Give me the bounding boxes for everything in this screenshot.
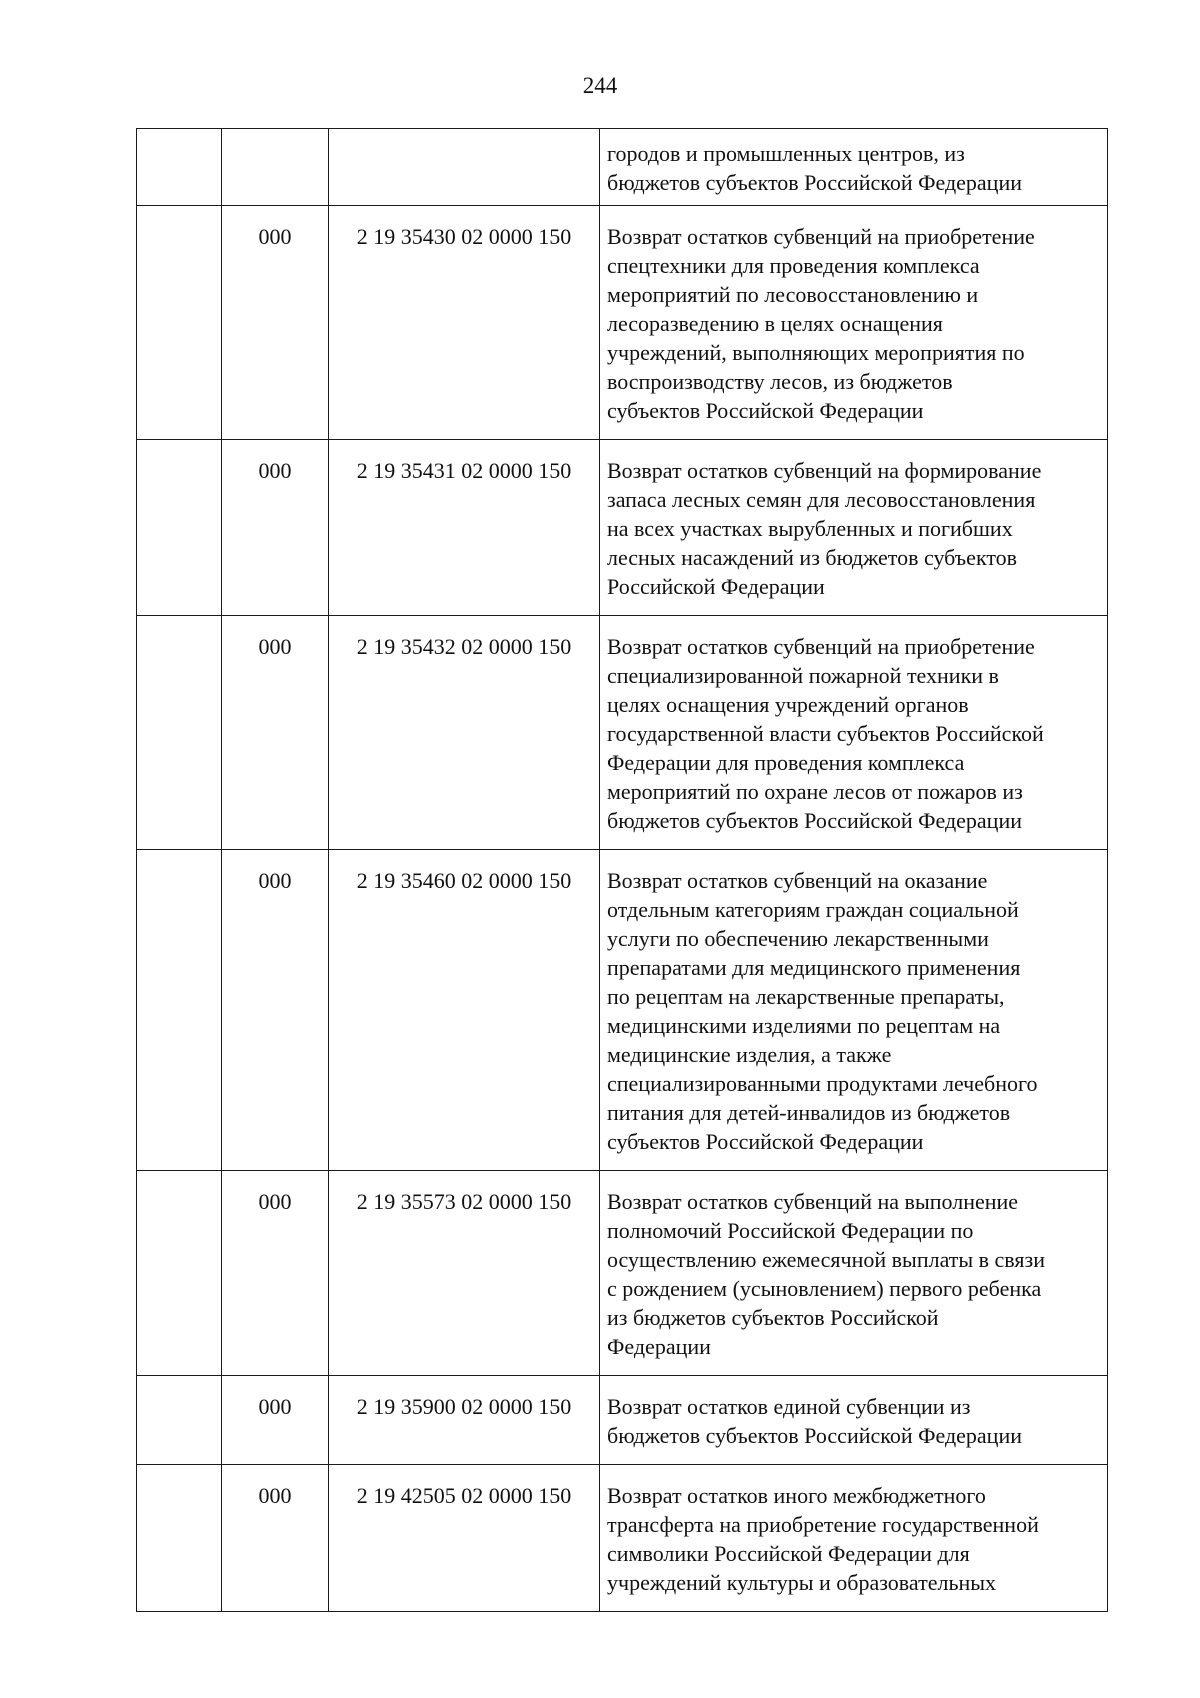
description-cell xyxy=(600,129,1108,206)
table-row xyxy=(137,1465,1108,1612)
description-line: городов и промышленных центров, из xyxy=(607,141,965,166)
description-line: трансферта на приобретение государственной xyxy=(607,1512,1039,1537)
kbk-code-cell: 2 19 42505 02 0000 150 xyxy=(329,1465,600,1612)
table-row xyxy=(137,616,1108,850)
empty-cell xyxy=(137,1376,222,1465)
description-cell xyxy=(600,1465,1108,1612)
budget-codes-table xyxy=(136,128,1108,1612)
description-line: на всех участках вырубленных и погибших xyxy=(607,516,1013,541)
kbk-code-cell: 2 19 35431 02 0000 150 xyxy=(329,440,600,616)
description-line: бюджетов субъектов Российской Федерации xyxy=(607,808,1022,833)
description-line: препаратами для медицинского применения xyxy=(607,955,1021,980)
description-line: государственной власти субъектов Российской xyxy=(607,721,1044,746)
description-line: специализированной пожарной техники в xyxy=(607,663,999,688)
description-line: медицинскими изделиями по рецептам на xyxy=(607,1013,1001,1038)
empty-cell xyxy=(137,1465,222,1612)
description-line: Возврат остатков субвенций на оказание xyxy=(607,868,988,893)
kbk-code-cell: 2 19 35432 02 0000 150 xyxy=(329,616,600,850)
description-line: с рождением (усыновлением) первого ребенка xyxy=(607,1276,1042,1301)
description-cell xyxy=(600,440,1108,616)
description-line: Федерации xyxy=(607,1334,711,1359)
description-line: Возврат остатков субвенций на формирование xyxy=(607,458,1042,483)
description-line: запаса лесных семян для лесовосстановления xyxy=(607,487,1036,512)
admin-code-cell: 000 xyxy=(222,1376,329,1465)
kbk-code-cell xyxy=(329,129,600,206)
description-line: Возврат остатков иного межбюджетного xyxy=(607,1483,986,1508)
description-cell xyxy=(600,616,1108,850)
description-line: из бюджетов субъектов Российской xyxy=(607,1305,939,1330)
description-line: по рецептам на лекарственные препараты, xyxy=(607,984,1005,1009)
empty-cell xyxy=(137,1171,222,1376)
description-cell xyxy=(600,1376,1108,1465)
description-line: символики Российской Федерации для xyxy=(607,1541,970,1566)
empty-cell xyxy=(137,440,222,616)
kbk-code-cell: 2 19 35460 02 0000 150 xyxy=(329,850,600,1171)
description-cell xyxy=(600,1171,1108,1376)
description-line: бюджетов субъектов Российской Федерации xyxy=(607,1423,1022,1448)
empty-cell xyxy=(137,616,222,850)
kbk-code-cell: 2 19 35573 02 0000 150 xyxy=(329,1171,600,1376)
admin-code-cell: 000 xyxy=(222,616,329,850)
table-row xyxy=(137,850,1108,1171)
description-line: Возврат остатков субвенций на выполнение xyxy=(607,1189,1019,1214)
empty-cell xyxy=(137,850,222,1171)
description-cell xyxy=(600,850,1108,1171)
empty-cell xyxy=(137,129,222,206)
description-line: услуги по обеспечению лекарственными xyxy=(607,926,989,951)
admin-code-cell: 000 xyxy=(222,206,329,440)
description-line: спецтехники для проведения комплекса xyxy=(607,253,980,278)
description-line: целях оснащения учреждений органов xyxy=(607,692,969,717)
description-line: учреждений культуры и образовательных xyxy=(607,1570,997,1595)
table-row xyxy=(137,1376,1108,1465)
description-cell xyxy=(600,206,1108,440)
page-number: 244 xyxy=(582,73,618,98)
description-line: бюджетов субъектов Российской Федерации xyxy=(607,170,1022,195)
admin-code-cell: 000 xyxy=(222,1465,329,1612)
admin-code-cell: 000 xyxy=(222,1171,329,1376)
description-line: мероприятий по охране лесов от пожаров из xyxy=(607,779,1023,804)
table-row xyxy=(137,440,1108,616)
description-line: лесоразведению в целях оснащения xyxy=(607,311,943,336)
description-line: Российской Федерации xyxy=(607,574,825,599)
admin-code-cell xyxy=(222,129,329,206)
empty-cell xyxy=(137,206,222,440)
description-line: субъектов Российской Федерации xyxy=(607,398,924,423)
table-row xyxy=(137,129,1108,206)
admin-code-cell: 000 xyxy=(222,850,329,1171)
description-line: осуществлению ежемесячной выплаты в связи xyxy=(607,1247,1045,1272)
description-line: отдельным категориям граждан социальной xyxy=(607,897,1019,922)
description-line: субъектов Российской Федерации xyxy=(607,1129,924,1154)
kbk-code-cell: 2 19 35430 02 0000 150 xyxy=(329,206,600,440)
description-line: воспроизводству лесов, из бюджетов xyxy=(607,369,953,394)
description-line: учреждений, выполняющих мероприятия по xyxy=(607,340,1025,365)
description-line: мероприятий по лесовосстановлению и xyxy=(607,282,979,307)
admin-code-cell: 000 xyxy=(222,440,329,616)
table-row xyxy=(137,206,1108,440)
description-line: Возврат остатков единой субвенции из xyxy=(607,1394,971,1419)
table-row xyxy=(137,1171,1108,1376)
description-line: Возврат остатков субвенций на приобретение xyxy=(607,634,1035,659)
description-line: полномочий Российской Федерации по xyxy=(607,1218,974,1243)
description-line: медицинские изделия, а также xyxy=(607,1042,892,1067)
description-line: Федерации для проведения комплекса xyxy=(607,750,965,775)
description-line: Возврат остатков субвенций на приобретение xyxy=(607,224,1035,249)
kbk-code-cell: 2 19 35900 02 0000 150 xyxy=(329,1376,600,1465)
description-line: специализированными продуктами лечебного xyxy=(607,1071,1038,1096)
description-line: питания для детей-инвалидов из бюджетов xyxy=(607,1100,1011,1125)
description-line: лесных насаждений из бюджетов субъектов xyxy=(607,545,1018,570)
